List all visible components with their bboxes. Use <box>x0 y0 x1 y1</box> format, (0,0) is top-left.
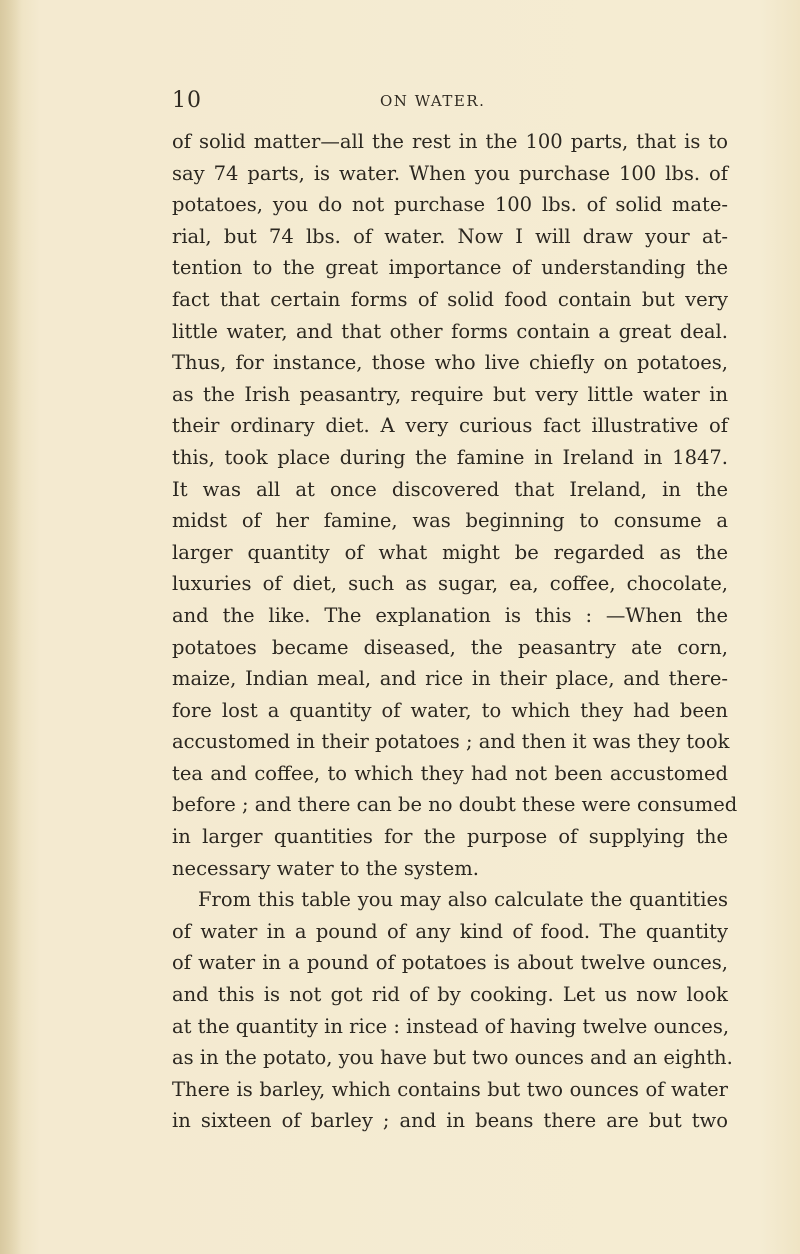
text-line: of solid matter—all the rest in the 100 parts, that is to <box>172 130 728 153</box>
text-line: necessary water to the system. <box>172 856 479 880</box>
running-head: ON WATER. <box>380 92 486 110</box>
text-line: at the quantity in rice : instead of having twelve ounces, <box>172 1014 730 1038</box>
text-line: fore lost a quantity of water, to which they had been <box>172 698 728 722</box>
gutter-shadow <box>0 0 22 1254</box>
text-line: in larger quantities for the purpose of supplying the <box>172 825 728 849</box>
text-line: Thus, for instance, those who live chiefly on potatoes, <box>172 351 728 375</box>
page-header <box>172 88 728 116</box>
text-line: It was all at once discovered that Ireland, in the <box>172 477 728 501</box>
text-line: this, took place during the famine in Ireland in 1847. <box>172 445 728 469</box>
text-line: of water in a pound of any kind of food. The quantity <box>172 919 728 943</box>
text-line: their ordinary diet. A very curious fact illustrative of <box>172 414 728 438</box>
text-line: and this is not got rid of by cooking. Let us now look <box>172 983 728 1007</box>
text-line: potatoes, you do not purchase 100 lbs. of solid mate- <box>172 193 728 217</box>
text-line: rial, but 74 lbs. of water. Now I will draw your at- <box>172 224 728 248</box>
text-line: and the like. The explanation is this : —When the <box>172 603 728 627</box>
text-line: tea and coffee, to which they had not been accustomed <box>172 761 728 785</box>
text-line: little water, and that other forms contain a great deal. <box>172 319 728 343</box>
text-line: of water in a pound of potatoes is about twelve ounces, <box>172 951 728 975</box>
text-line: accustomed in their potatoes ; and then it was they took <box>172 730 730 754</box>
text-line: tention to the great importance of understanding the <box>172 256 728 280</box>
text-line: as in the potato, you have but two ounces and an eighth. <box>172 1046 733 1070</box>
text-line: as the Irish peasantry, require but very little water in <box>172 382 728 406</box>
text-line: luxuries of diet, such as sugar, ea, coffee, chocolate, <box>172 572 728 596</box>
text-line: say 74 parts, is water. When you purchase 100 lbs. of <box>172 161 728 185</box>
text-line: potatoes became diseased, the peasantry ate corn, <box>172 635 728 659</box>
text-line: From this table you may also calculate the quantities <box>198 888 728 912</box>
text-line: before ; and there can be no doubt these were consumed <box>172 793 738 817</box>
body-text <box>172 126 738 1137</box>
page-number: 10 <box>172 88 202 113</box>
text-line: maize, Indian meal, and rice in their place, and there- <box>172 667 728 691</box>
text-line: in sixteen of barley ; and in beans there are but two <box>172 1109 728 1133</box>
text-line: fact that certain forms of solid food contain but very <box>172 287 728 311</box>
text-line: midst of her famine, was beginning to consume a <box>172 509 728 533</box>
text-line: larger quantity of what might be regarded as the <box>172 540 728 564</box>
text-line: There is barley, which contains but two ounces of water <box>172 1077 728 1101</box>
